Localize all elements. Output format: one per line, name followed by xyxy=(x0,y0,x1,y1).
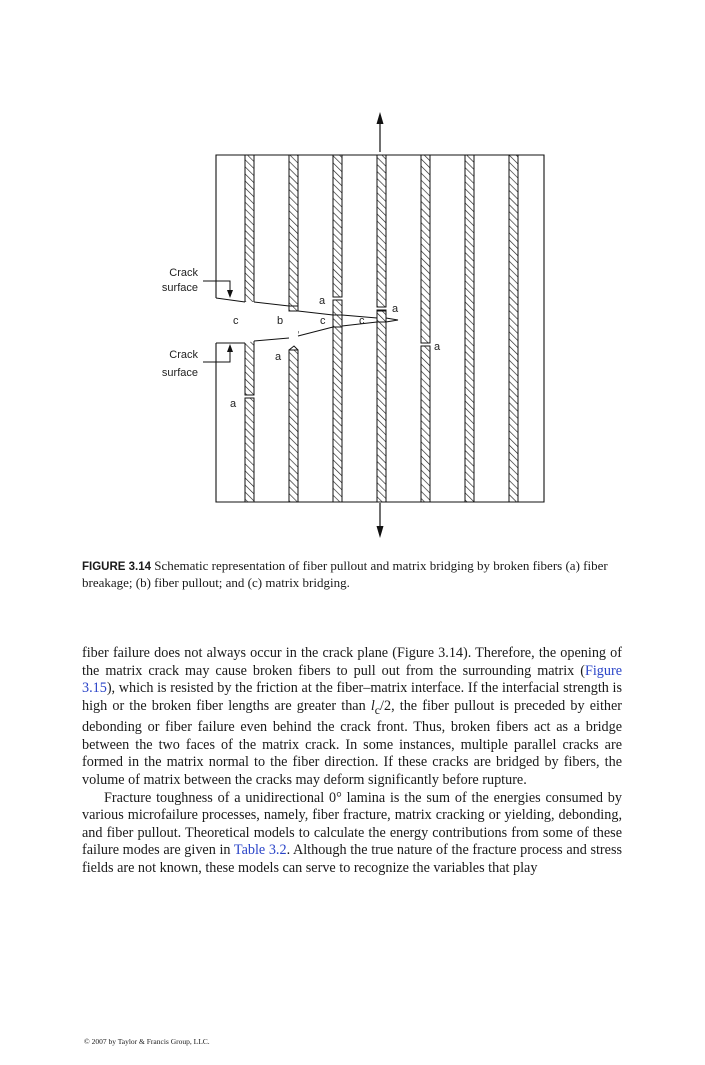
fiber-7 xyxy=(509,155,518,502)
label-a-fiber4: a xyxy=(392,303,399,315)
load-arrow-bottom xyxy=(377,503,384,538)
fiber-3-lower xyxy=(333,300,342,502)
matrix-crack xyxy=(216,298,398,343)
label-c-left: c xyxy=(233,315,239,327)
fiber-4-upper xyxy=(377,155,386,307)
figure-label: FIGURE 3.14 xyxy=(82,561,152,573)
label-a-fiber2: a xyxy=(275,351,282,363)
label-a-fiber3: a xyxy=(319,295,326,307)
paragraph-2: Fracture toughness of a unidirectional 0° lamina is the sum of the energies consumed by various microfailure processes, namely, fiber fracture, matrix cracking or yielding, debonding, and fiber pullout. Theoretical models to calculate the energy contributions from some of these failure modes are given in Table 3.2. Although the true nature of the fracture process and stress fields are not known, these models can serve to recognize the variables that play xyxy=(82,789,622,876)
label-c-mid: c xyxy=(320,315,326,327)
table-3-2-link[interactable]: Table 3.2 xyxy=(233,842,287,859)
figure-caption xyxy=(82,558,622,591)
crack-surface-label-top-2: surface xyxy=(161,282,198,294)
fiber-3-upper xyxy=(333,155,342,297)
fiber-2-lower xyxy=(289,350,298,502)
load-arrow-top xyxy=(377,112,384,152)
label-a-fiber5: a xyxy=(434,341,441,353)
body-text xyxy=(82,645,622,878)
copyright-footer: © 2007 by Taylor & Francis Group, LLC. xyxy=(84,1037,210,1046)
fiber-6 xyxy=(465,155,474,502)
fiber-4-lower xyxy=(377,310,386,502)
crack-surface-label-bottom: Crack xyxy=(169,349,198,361)
fiber-1-lower xyxy=(245,398,254,502)
fiber-5-lower xyxy=(421,346,430,502)
figure-3-15-link[interactable]: Figure 3.15 xyxy=(82,662,622,697)
caption-text: Schematic representation of fiber pullout and matrix bridging by broken fibers (a) fiber breakage; (b) fiber pullout; and (c) matrix bridging. xyxy=(82,558,608,590)
crack-surface-label-top: Crack xyxy=(169,267,198,279)
fiber-5-upper xyxy=(421,155,430,343)
fiber-1-upper xyxy=(245,155,254,395)
label-b: b xyxy=(277,315,284,327)
crack-surface-label-bottom-2: surface xyxy=(161,367,198,379)
label-a-fiber1: a xyxy=(230,398,237,410)
paragraph-1: fiber failure does not always occur in the crack plane (Figure 3.14). Therefore, the opening of the matrix crack may cause broken fibers to pull out from the surrounding matrix (Figure 3.15), which is resisted by the friction at the fiber–matrix interface. If the interfacial strength is high or the broken fiber lengths are greater than $l_c/2$, the fiber pullout is preceded by either debonding or fiber failure even behind the crack front. Thus, broken fibers act as a bridge between the two faces of the matrix crack. In some instances, multiple parallel cracks are formed in the matrix normal to the fiber direction. If these cracks are bridged by fibers, the volume of matrix between the cracks may deform significantly before rupture. xyxy=(82,645,623,788)
label-c-right: c xyxy=(359,315,365,327)
